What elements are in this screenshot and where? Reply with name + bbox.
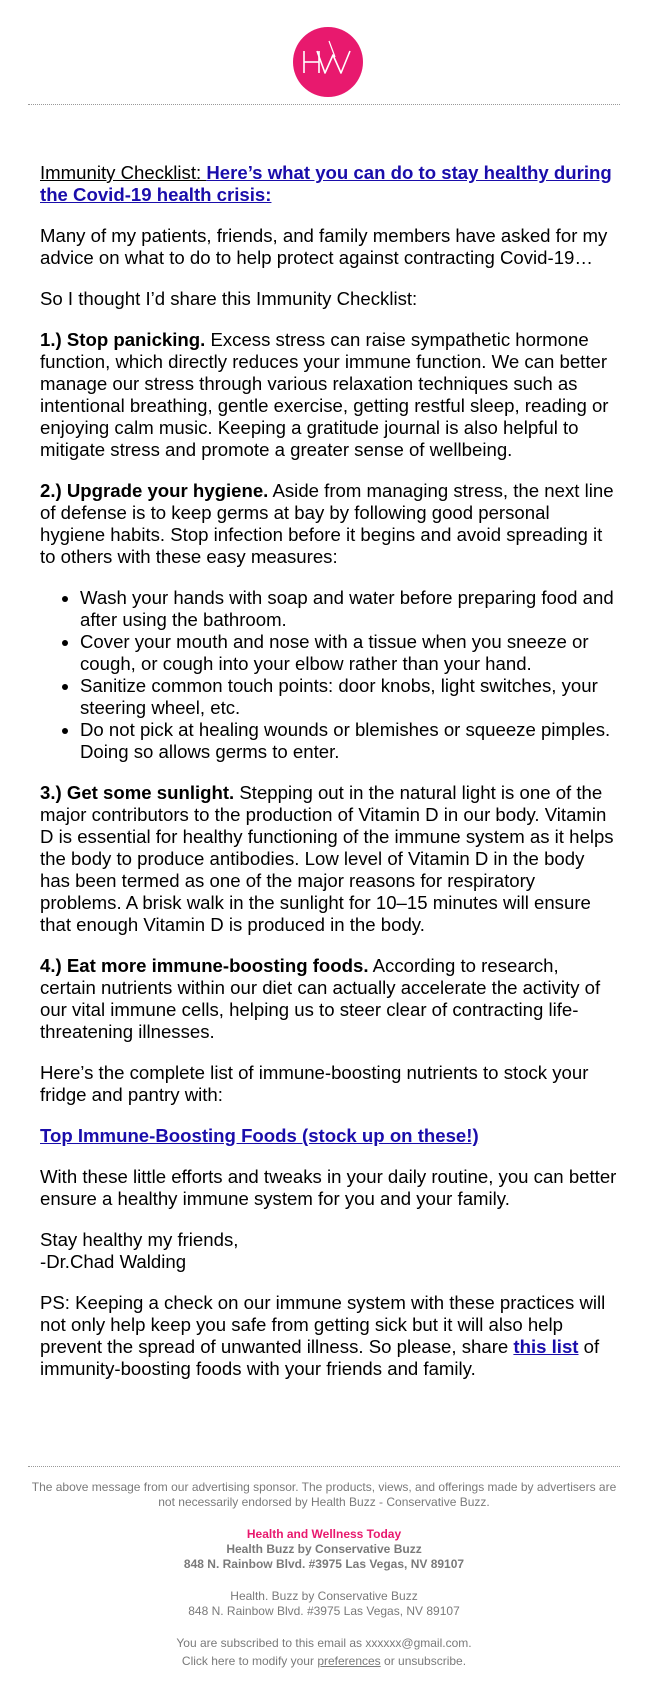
footer-brand-block	[28, 1527, 620, 1572]
section-upgrade-hygiene	[40, 480, 618, 568]
intro-line	[40, 162, 618, 206]
signature: -Dr.Chad Walding	[40, 1251, 187, 1272]
share-paragraph: So I thought I’d share this Immunity Checklist:	[40, 288, 418, 309]
checklist-link[interactable]: Here’s what you can do to stay healthy during the Covid-19 health crisis:	[40, 162, 612, 205]
list-item: • Cover your mouth and nose with a tissue when you sneeze or cough, or cough into your elbow rather than your hand.	[80, 631, 618, 675]
email-footer	[28, 1480, 620, 1672]
footer-divider	[28, 1466, 620, 1467]
footer-company: Health Buzz by Conservative Buzz	[226, 1542, 422, 1556]
intro-paragraph: Many of my patients, friends, and family members have asked for my advice on what to do to help protect against contracting Covid-19…	[40, 225, 608, 268]
preferences-link[interactable]: preferences	[317, 1654, 381, 1668]
unsubscribe-text: or unsubscribe.	[380, 1654, 467, 1668]
this-list-link[interactable]: this list	[513, 1336, 579, 1357]
footer-brand: Health and Wellness Today	[246, 1527, 402, 1541]
section-immune-foods	[40, 955, 618, 1043]
list-intro: Here’s the complete list of immune-boosting nutrients to stock your fridge and pantry with:	[40, 1062, 589, 1105]
modify-text: Click here to modify your	[181, 1654, 318, 1668]
list-item: • Sanitize common touch points: door knobs, light switches, your steering wheel, etc.	[80, 675, 618, 719]
section-stop-panicking	[40, 329, 618, 461]
section-text: Stepping out in the natural light is one of the major contributors to the production of Vitamin D in our body. Vitamin D is essential for healthy functioning of the immune system as it helps the body to produce antibodies. Low level of Vitamin D in the body has been termed as one of the major reasons for respiratory problems. A brisk walk in the sunlight for 10–15 minutes will ensure that enough Vitamin D is produced in the body.	[40, 782, 614, 935]
section-sunlight	[40, 782, 618, 936]
section-title: 2.) Upgrade your hygiene.	[40, 480, 269, 501]
section-text: According to research, certain nutrients within our diet can actually accelerate the activity of our vital immune cells, helping us to steer clear of contracting life-threatening illnesses.	[40, 955, 601, 1042]
footer-address-plain: 848 N. Rainbow Blvd. #3975 Las Vegas, NV 89107	[188, 1604, 460, 1618]
sponsor-disclaimer: The above message from our advertising sponsor. The products, views, and offerings made by advertisers are not necessarily endorsed by Health Buzz - Conservative Buzz.	[31, 1480, 617, 1509]
immune-foods-link[interactable]: Top Immune-Boosting Foods (stock up on these!)	[40, 1125, 479, 1146]
subscription-notice: You are subscribed to this email as xxxxxx@gmail.com.	[176, 1636, 472, 1650]
section-text: Aside from managing stress, the next line of defense is to keep germs at bay by following good personal hygiene habits. Stop infection before it begins and avoid spreading it to others with these easy measures:	[40, 480, 614, 567]
section-title: 1.) Stop panicking.	[40, 329, 206, 350]
list-item: • Wash your hands with soap and water before preparing food and after using the bathroom.	[80, 587, 618, 631]
hw-logo-mark	[293, 27, 363, 97]
ps-text: PS: Keeping a check on our immune system with these practices will not only help keep you safe from getting sick but it will also help prevent the spread of unwanted illness. So please, share	[40, 1292, 606, 1357]
intro-label: Immunity Checklist:	[40, 162, 207, 183]
footer-company-plain: Health. Buzz by Conservative Buzz	[230, 1589, 418, 1603]
footer-address: 848 N. Rainbow Blvd. #3975 Las Vegas, NV 89107	[183, 1557, 465, 1571]
section-title: 4.) Eat more immune-boosting foods.	[40, 955, 369, 976]
section-text: Excess stress can raise sympathetic hormone function, which directly reduces your immune function. We can better manage our stress through various relaxation techniques such as intentional breathing, gentle exercise, getting restful sleep, reading or enjoying calm music. Keeping a gratitude journal is also helpful to mitigate stress and promote a greater sense of wellbeing.	[40, 329, 609, 460]
hygiene-list	[40, 587, 618, 763]
header-divider	[28, 104, 620, 105]
hw-logo	[293, 27, 363, 97]
footer-company-block	[28, 1589, 620, 1619]
preferences-line	[28, 1654, 620, 1669]
list-item: • Do not pick at healing wounds or blemishes or squeeze pimples. Doing so allows germs to enter.	[80, 719, 618, 763]
signoff	[40, 1229, 618, 1273]
section-title: 3.) Get some sunlight.	[40, 782, 235, 803]
email-header	[0, 0, 648, 112]
closing-paragraph: With these little efforts and tweaks in your daily routine, you can better ensure a healthy immune system for you and your family.	[40, 1166, 617, 1209]
ps-text-end: of immunity-boosting foods with your friends and family.	[40, 1336, 600, 1379]
signoff-line: Stay healthy my friends,	[40, 1229, 239, 1250]
email-body	[40, 162, 618, 1399]
ps-paragraph	[40, 1292, 618, 1380]
foods-link-line	[40, 1125, 618, 1147]
